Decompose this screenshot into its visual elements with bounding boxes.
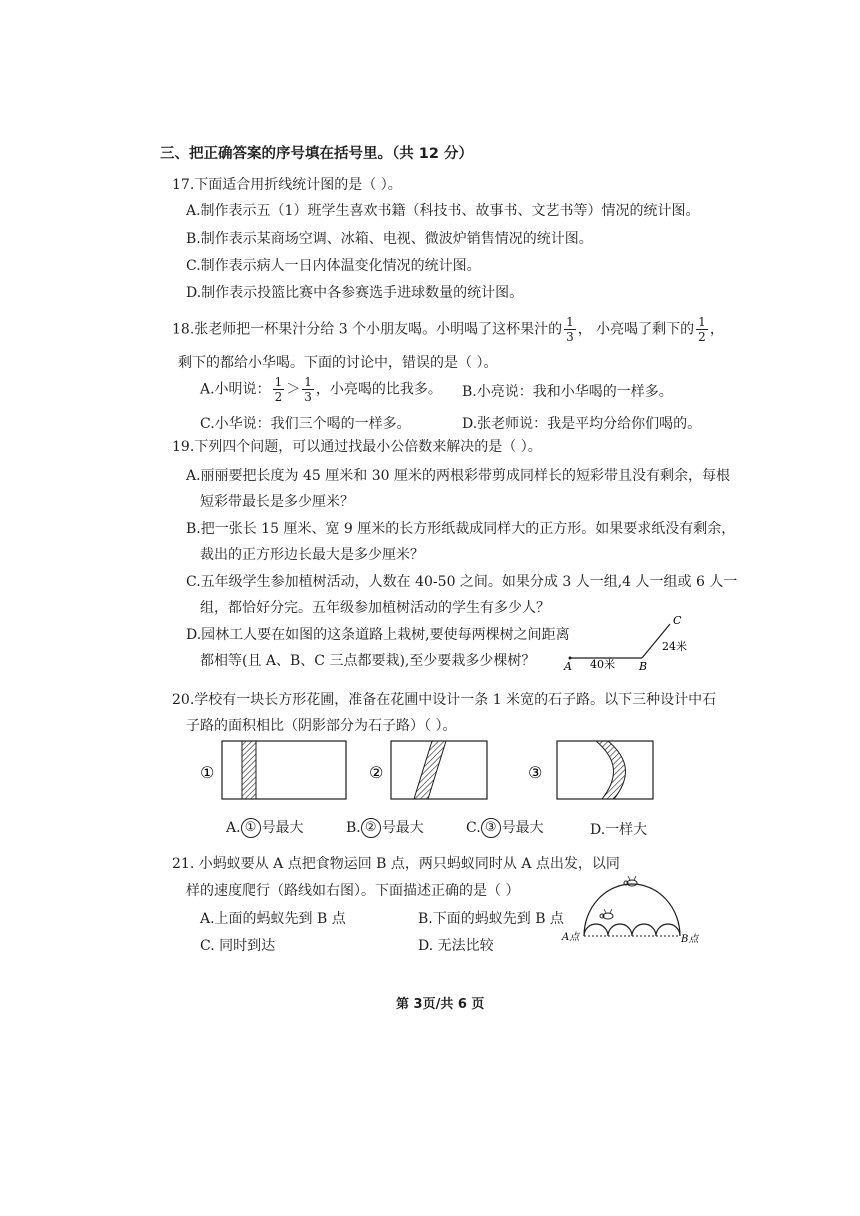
- q20-stem-line2: 子路的面积相比（阴影部分为石子路）（ ）。: [186, 718, 457, 734]
- q18-stem-line2: 剩下的都给小华喝。下面的讨论中，错误的是（ ）。: [178, 355, 498, 371]
- option-label: C.: [466, 820, 481, 836]
- q20-option-d: [590, 819, 647, 839]
- q19-option-b-line1: B.把一张长 15 厘米、宽 9 厘米的长方形纸裁成同样大的正方形。如果要求纸没有剩余，: [186, 521, 736, 537]
- option-text: 号最大: [501, 820, 544, 836]
- design-number-mark: ②: [361, 818, 381, 838]
- q20-stem-line1: 20.学校有一块长方形花圃，准备在花圃中设计一条 1 米宽的石子路。以下三种设计中石: [172, 692, 717, 708]
- q17-option-a: A.制作表示五（1）班学生喜欢书籍（科技书、故事书、文艺书等）情况的统计图。: [186, 203, 700, 219]
- q17-option-b: B.制作表示某商场空调、冰箱、电视、微波炉销售情况的统计图。: [186, 231, 593, 247]
- q21-option-a: A.上面的蚂蚁先到 B 点: [200, 911, 346, 927]
- point-c-label: C: [673, 614, 682, 627]
- fraction-numerator: 1: [566, 315, 574, 329]
- q20-option-a: [226, 817, 304, 838]
- q21-option-b: B.下面的蚂蚁先到 B 点: [418, 911, 564, 927]
- option-label: A.: [226, 820, 241, 836]
- q18-stem-c: ，: [709, 321, 724, 338]
- q17-option-c: C.制作表示病人一日内体温变化情况的统计图。: [186, 258, 481, 274]
- road-figure: [560, 614, 700, 674]
- garden-designs-figure: [0, 738, 860, 818]
- q19-option-a-line2: 短彩带最长是多少厘米？: [200, 494, 354, 510]
- q18-option-b: B.小亮说：我和小华喝的一样多。: [462, 384, 673, 400]
- q18-stem-b: ， 小亮喝了剩下的: [577, 321, 695, 338]
- section-heading: 三、把正确答案的序号填在括号里。（共 12 分）: [160, 146, 474, 162]
- q18-stem: [172, 316, 724, 343]
- q18-fraction-1: [564, 316, 576, 343]
- point-a-label: A点: [562, 932, 580, 943]
- design-1-path: [242, 741, 256, 799]
- fraction-denominator: 2: [274, 390, 283, 404]
- q18-option-a: [200, 376, 442, 403]
- small-semicircles-route: [584, 924, 680, 936]
- q19-option-d-line2: 都相等(且 A、B、C 三点都要栽),至少要栽多少棵树？: [200, 653, 536, 669]
- q19-option-c-line1: C.五年级学生参加植树活动，人数在 40-50 之间。如果分成 3 人一组,4 人一组或 6 人一: [186, 574, 738, 590]
- q21-stem-line2: 样的速度爬行（路线如右图）。下面描述正确的是（ ）: [186, 883, 520, 899]
- option-label: A.小明说：: [200, 381, 271, 398]
- large-semicircle-route: [584, 884, 680, 936]
- q18-fraction-2: [696, 316, 708, 343]
- point-b-label: B点: [681, 934, 699, 945]
- q20-option-b: [346, 817, 424, 838]
- ant-bottom-icon: [600, 909, 613, 919]
- q18-option-c: C.小华说：我们三个喝的一样多。: [200, 416, 411, 432]
- length-bc-label: 24米: [662, 640, 687, 653]
- design-2-path: [414, 741, 446, 799]
- option-label: B.: [346, 820, 361, 836]
- q21-stem-line1: 21. 小蚂蚁要从 A 点把食物运回 B 点，两只蚂蚁同时从 A 点出发，以同: [172, 856, 620, 872]
- q20-option-c: [466, 817, 544, 838]
- q18-option-a-fraction-1: [273, 376, 285, 403]
- design-1-label: ①: [200, 763, 215, 782]
- point-b-label: B: [639, 660, 648, 673]
- fraction-numerator: 1: [274, 375, 283, 389]
- q19-option-d-line1: D.园林工人要在如图的这条道路上栽树,要使每两棵树之间距离: [186, 627, 570, 643]
- design-3-path: [596, 741, 625, 799]
- point-a-label: A: [564, 660, 572, 673]
- fraction-numerator: 1: [304, 375, 312, 389]
- page-footer: 第 3页/共 6 页: [396, 997, 485, 1012]
- option-text: ，小亮喝的比我多。: [315, 381, 442, 398]
- q18-option-d: D.张老师说：我是平均分给你们喝的。: [462, 416, 702, 432]
- option-text: 号最大: [261, 820, 304, 836]
- q18-option-a-fraction-2: [302, 376, 314, 403]
- q18-stem-a: 18.张老师把一杯果汁分给 3 个小朋友喝。小明喝了这杯果汁的: [172, 321, 563, 338]
- fraction-numerator: 1: [698, 315, 706, 329]
- design-number-mark: ①: [241, 818, 261, 838]
- design-number-mark: ③: [481, 818, 501, 838]
- design-2-label: ②: [369, 763, 384, 782]
- q19-option-c-line2: 组，都恰好分完。五年级参加植树活动的学生有多少人？: [200, 600, 550, 616]
- greater-than-sign: ＞: [286, 381, 301, 398]
- q19-option-b-line2: 裁出的正方形边长最大是多少厘米？: [200, 547, 424, 563]
- ant-route-figure: [560, 870, 710, 950]
- q19-stem: 19.下列四个问题，可以通过找最小公倍数来解决的是（ ）。: [172, 439, 542, 455]
- option-label: D.: [590, 822, 606, 838]
- fraction-denominator: 2: [698, 330, 706, 344]
- option-text: 一样大: [605, 822, 648, 838]
- option-text: 号最大: [381, 820, 424, 836]
- q19-option-a-line1: A.丽丽要把长度为 45 厘米和 30 厘米的两根彩带剪成同样长的短彩带且没有剩余，每根: [186, 468, 730, 484]
- fraction-denominator: 3: [304, 390, 312, 404]
- design-1-garden: [222, 741, 346, 799]
- q21-option-c: C. 同时到达: [200, 938, 276, 954]
- length-ab-label: 40米: [590, 658, 615, 671]
- design-3-label: ③: [528, 763, 543, 782]
- q17-option-d: D.制作表示投篮比赛中各参赛选手进球数量的统计图。: [186, 285, 524, 301]
- q21-option-d: D. 无法比较: [418, 938, 494, 954]
- fraction-denominator: 3: [566, 330, 574, 344]
- q17-stem: 17.下面适合用折线统计图的是（ ）。: [172, 177, 402, 193]
